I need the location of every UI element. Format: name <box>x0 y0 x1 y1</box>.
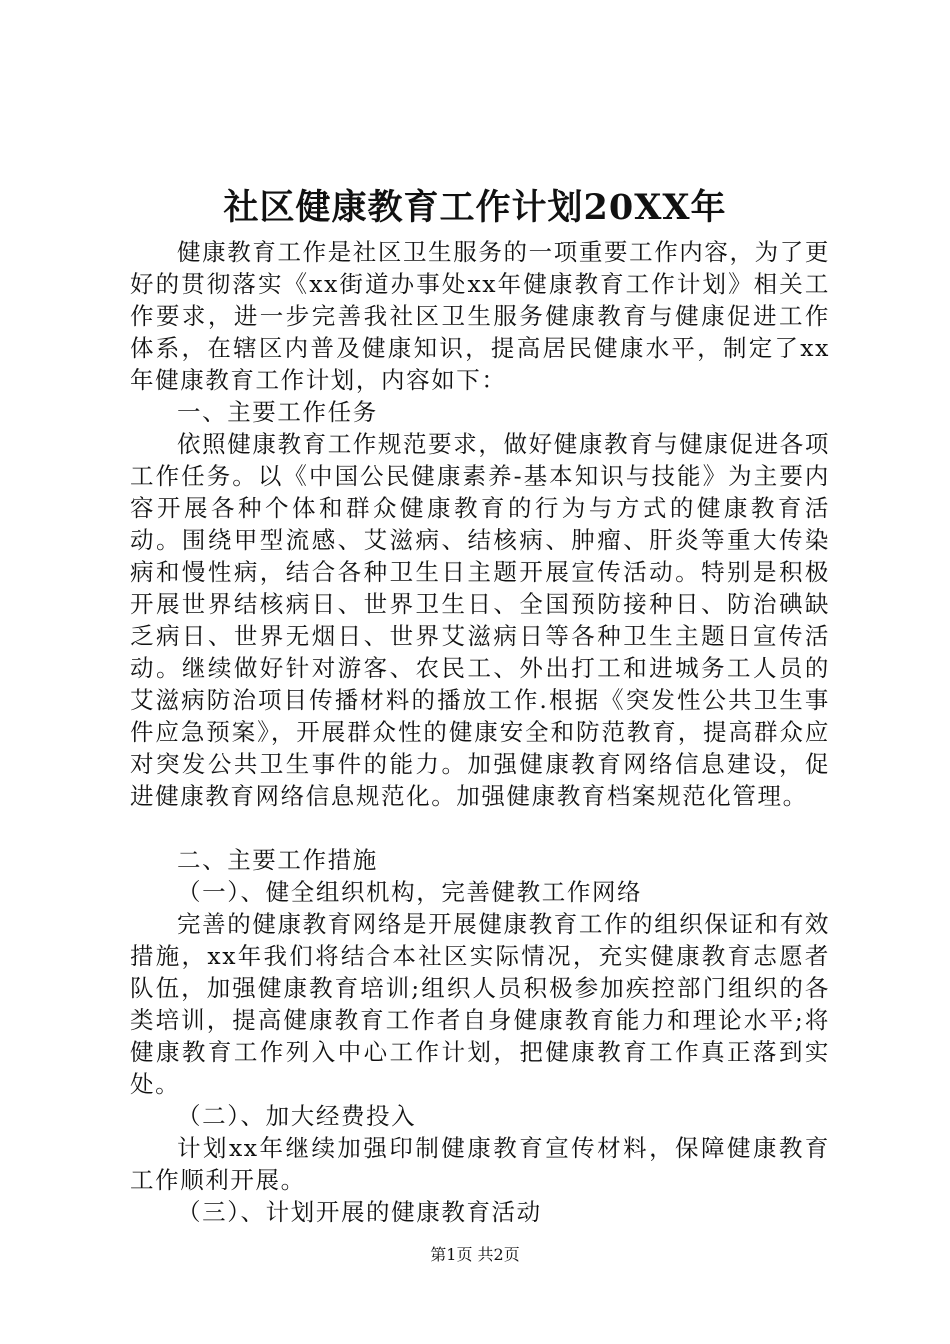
section-1-heading: 一、主要工作任务 <box>177 398 378 426</box>
subsection-3-heading: （三）、计划开展的健康教育活动 <box>177 1198 542 1226</box>
paragraph-spacer <box>130 812 830 844</box>
subsection-1-heading: （一）、健全组织机构，完善健教工作网络 <box>177 878 643 906</box>
section-1-paragraph: 依照健康教育工作规范要求，做好健康教育与健康促进各项工作任务。以《中国公民健康素养-基本知识与技能》为主要内容开展各种个体和群众健康教育的行为与方式的健康教育活动。围绕甲型流感、艾滋病、结核病、肿瘤、肝炎等重大传染病和慢性病，结合各种卫生日主题开展宣传活动。特别是积极开展世界结核病日、世界卫生日、全国预防接种日、防治碘缺乏病日、世界无烟日、世界艾滋病日等各种卫生主题日宣传活动。继续做好针对游客、农民工、外出打工和进城务工人员的艾滋病防治项目传播材料的播放工作.根据《突发性公共卫生事件应急预案》，开展群众性的健康安全和防范教育，提高群众应对突发公共卫生事件的能力。加强健康教育网络信息建设，促进健康教育网络信息规范化。加强健康教育档案规范化管理。 <box>130 430 830 810</box>
subsection-2-heading: （二）、加大经费投入 <box>177 1102 417 1130</box>
document-title: 社区健康教育工作计划20XX年 <box>223 187 727 228</box>
document-body <box>130 236 830 1228</box>
subsection-2-paragraph: 计划xx年继续加强印制健康教育宣传材料，保障健康教育工作顺利开展。 <box>130 1134 830 1194</box>
subsection-1-paragraph: 完善的健康教育网络是开展健康教育工作的组织保证和有效措施，xx年我们将结合本社区实际情况，充实健康教育志愿者队伍，加强健康教育培训;组织人员积极参加疾控部门组织的各类培训，提高健康教育工作者自身健康教育能力和理论水平;将健康教育工作列入中心工作计划，把健康教育工作真正落到实处。 <box>130 910 830 1098</box>
page-footer: 第1页 共2页 <box>430 1245 520 1264</box>
intro-paragraph: 健康教育工作是社区卫生服务的一项重要工作内容，为了更好的贯彻落实《xx街道办事处xx年健康教育工作计划》相关工作要求，进一步完善我社区卫生服务健康教育与健康促进工作体系，在辖区内普及健康知识，提高居民健康水平，制定了xx年健康教育工作计划，内容如下： <box>130 238 830 394</box>
section-2-heading: 二、主要工作措施 <box>177 846 378 874</box>
